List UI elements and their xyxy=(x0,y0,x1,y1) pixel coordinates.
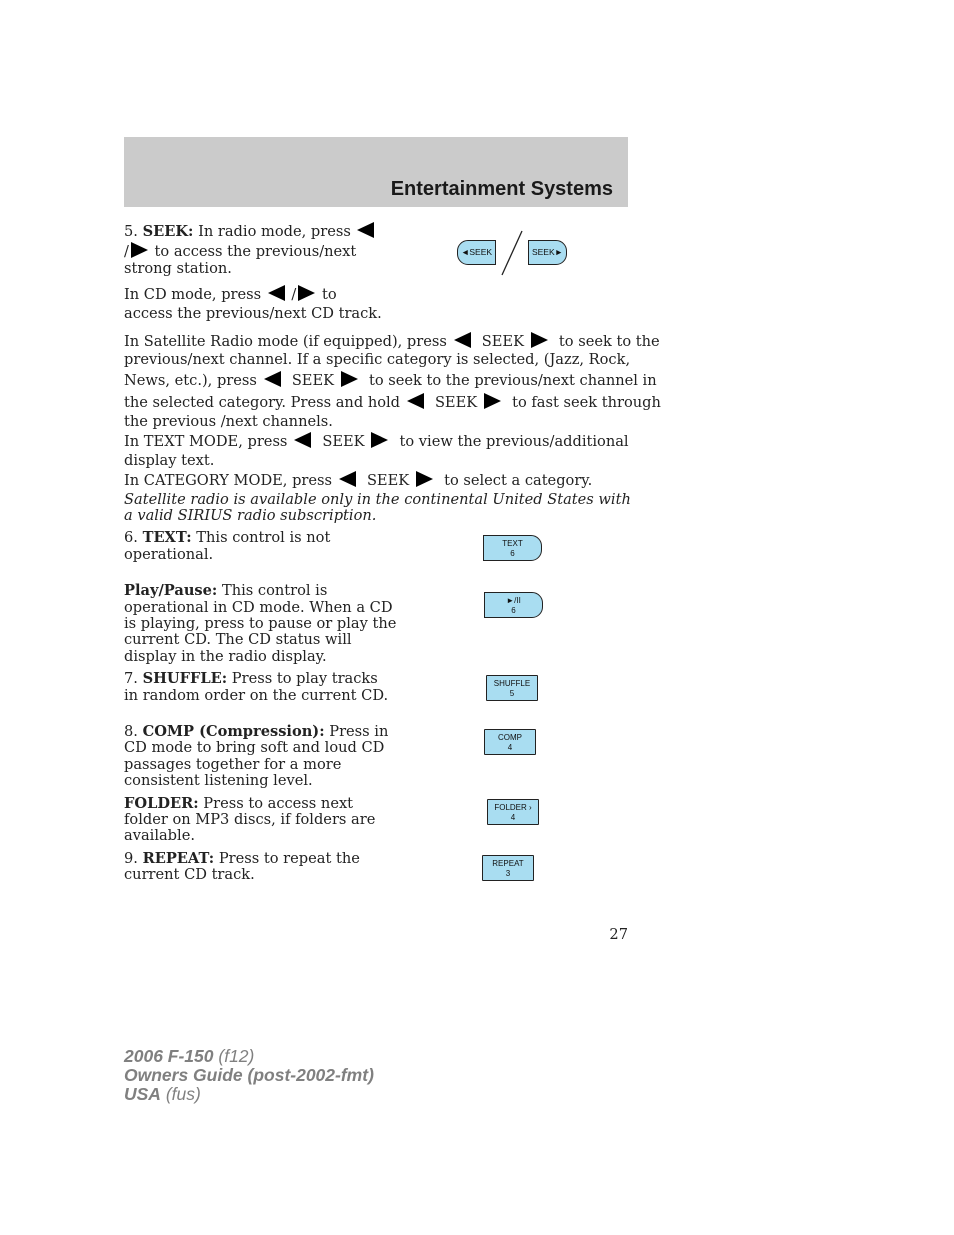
shuffle-line-2: in random order on the current CD. xyxy=(124,687,389,704)
folder-line-3: available. xyxy=(124,827,195,844)
footer-line-2: Owners Guide (post-2002-fmt) xyxy=(124,1065,374,1085)
repeat-button-icon: REPEAT 3 xyxy=(482,855,534,881)
comp-line-4: consistent listening level. xyxy=(124,772,313,789)
left-arrow-icon xyxy=(339,471,356,487)
seek-sat-line-4: the selected category. Press and hold SEEK to fast seek through xyxy=(124,394,661,411)
seek-cd-line-2: access the previous/next CD track. xyxy=(124,305,382,322)
repeat-line-1: 9. REPEAT: Press to repeat the xyxy=(124,850,360,867)
comp-line-2: CD mode to bring soft and loud CD xyxy=(124,739,385,756)
folder-line-1: FOLDER: Press to access next xyxy=(124,795,354,812)
footer-line-3: USA (fus) xyxy=(124,1084,201,1104)
right-arrow-icon xyxy=(416,471,433,487)
seek-line-3: strong station. xyxy=(124,260,232,277)
seek-sat-line-5: the previous /next channels. xyxy=(124,413,333,430)
right-arrow-icon xyxy=(371,432,388,448)
left-arrow-icon xyxy=(407,393,424,409)
playpause-line-2: operational in CD mode. When a CD xyxy=(124,599,393,616)
text-button-icon: TEXT 6 xyxy=(483,535,542,561)
comp-line-3: passages together for a more xyxy=(124,756,342,773)
seek-sat-line-3: News, etc.), press SEEK to seek to the previous/next channel in xyxy=(124,372,657,389)
seek-category-line: In CATEGORY MODE, press SEEK to select a category. xyxy=(124,472,593,489)
seek-label: SEEK: xyxy=(142,223,194,240)
left-arrow-icon xyxy=(454,332,471,348)
footer-line-1: 2006 F-150 (f12) xyxy=(124,1046,255,1066)
repeat-line-2: current CD track. xyxy=(124,866,255,883)
right-arrow-icon xyxy=(484,393,501,409)
right-arrow-icon xyxy=(131,242,148,258)
seek-forward-button-icon: SEEK► xyxy=(528,240,567,265)
playpause-line-5: display in the radio display. xyxy=(124,648,327,665)
left-arrow-icon xyxy=(357,222,374,238)
folder-line-2: folder on MP3 discs, if folders are xyxy=(124,811,376,828)
folder-button-icon: FOLDER › 4 xyxy=(487,799,539,825)
left-arrow-icon xyxy=(268,285,285,301)
seek-back-button-icon: ◄SEEK xyxy=(457,240,496,265)
left-arrow-icon xyxy=(264,371,281,387)
playpause-line-1: Play/Pause: This control is xyxy=(124,582,328,599)
seek-sat-line-2: previous/next channel. If a specific category is selected, (Jazz, Rock, xyxy=(124,351,631,368)
section-title: Entertainment Systems xyxy=(390,178,613,200)
section-header-bar xyxy=(124,137,628,207)
playpause-line-3: is playing, press to pause or play the xyxy=(124,615,397,632)
satellite-note-line-1: Satellite radio is available only in the continental United States with xyxy=(124,491,631,508)
seek-text-line-1: In TEXT MODE, press SEEK to view the previous/additional xyxy=(124,433,629,450)
comp-line-1: 8. COMP (Compression): Press in xyxy=(124,723,389,740)
seek-text-line-2: display text. xyxy=(124,452,215,469)
seek-sat-line-1: In Satellite Radio mode (if equipped), press SEEK to seek to the xyxy=(124,333,660,350)
page-number: 27 xyxy=(609,926,628,943)
play-pause-button-icon: ►/II 6 xyxy=(484,592,543,618)
left-arrow-icon xyxy=(294,432,311,448)
satellite-note-line-2: a valid SIRIUS radio subscription. xyxy=(124,507,377,524)
text-control-line-1: 6. TEXT: This control is not xyxy=(124,529,331,546)
comp-button-icon: COMP 4 xyxy=(484,729,536,755)
shuffle-line-1: 7. SHUFFLE: Press to play tracks xyxy=(124,670,378,687)
document-footer xyxy=(124,1047,374,1104)
text-control-line-2: operational. xyxy=(124,546,214,563)
right-arrow-icon xyxy=(298,285,315,301)
seek-line-2: / to access the previous/next xyxy=(124,243,357,260)
right-arrow-icon xyxy=(531,332,548,348)
seek-cd-line-1: In CD mode, press / to xyxy=(124,286,337,303)
seek-line-1: 5. SEEK: In radio mode, press xyxy=(124,222,376,240)
slash-divider-icon xyxy=(498,229,526,277)
playpause-line-4: current CD. The CD status will xyxy=(124,631,352,648)
shuffle-button-icon: SHUFFLE 5 xyxy=(486,675,538,701)
right-arrow-icon xyxy=(341,371,358,387)
